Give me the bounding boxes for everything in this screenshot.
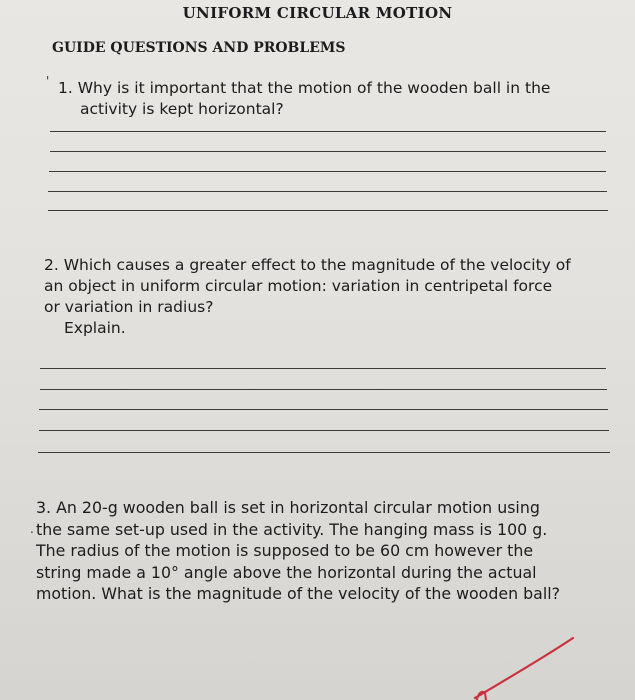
question-2-line: 2. Which causes a greater effect to the magnitude of the velocity of: [44, 256, 571, 274]
answer-line: [48, 210, 608, 211]
question-3-line: The radius of the motion is supposed to be 60 cm however the: [36, 541, 534, 560]
answer-line: [49, 171, 606, 172]
question-2-line: or variation in radius?: [44, 298, 214, 316]
question-1-line: 1. Why is it important that the motion of the wooden ball in the: [58, 79, 551, 97]
question-2-line: an object in uniform circular motion: variation in centripetal force: [44, 277, 553, 295]
answer-line: [50, 131, 606, 132]
section-heading: GUIDE QUESTIONS AND PROBLEMS: [52, 40, 346, 56]
question-3-line: 3. An 20-g wooden ball is set in horizontal circular motion using: [36, 498, 540, 517]
question-3-line: the same set-up used in the activity. The hanging mass is 100 g.: [36, 519, 548, 539]
answer-line: [40, 368, 606, 369]
question-3-line: motion. What is the magnitude of the velocity of the wooden ball?: [36, 584, 560, 603]
question-1-line: activity is kept horizontal?: [80, 100, 284, 118]
worksheet-title: UNIFORM CIRCULAR MOTION: [182, 4, 453, 22]
answer-line: [38, 452, 610, 453]
stray-mark: .: [30, 522, 34, 536]
question-3: [36, 497, 560, 605]
question-3-line: string made a 10° angle above the horizontal during the actual: [36, 562, 537, 582]
answer-line: [50, 151, 606, 152]
red-ink-check-mark: [455, 630, 580, 700]
question-2: [44, 255, 571, 339]
answer-line: [39, 430, 609, 431]
question-2-explain: Explain.: [64, 319, 126, 337]
answer-line: [39, 409, 608, 410]
stray-mark: ': [46, 74, 50, 88]
question-1: [58, 78, 550, 120]
answer-line: [40, 389, 607, 390]
answer-line: [48, 191, 607, 192]
